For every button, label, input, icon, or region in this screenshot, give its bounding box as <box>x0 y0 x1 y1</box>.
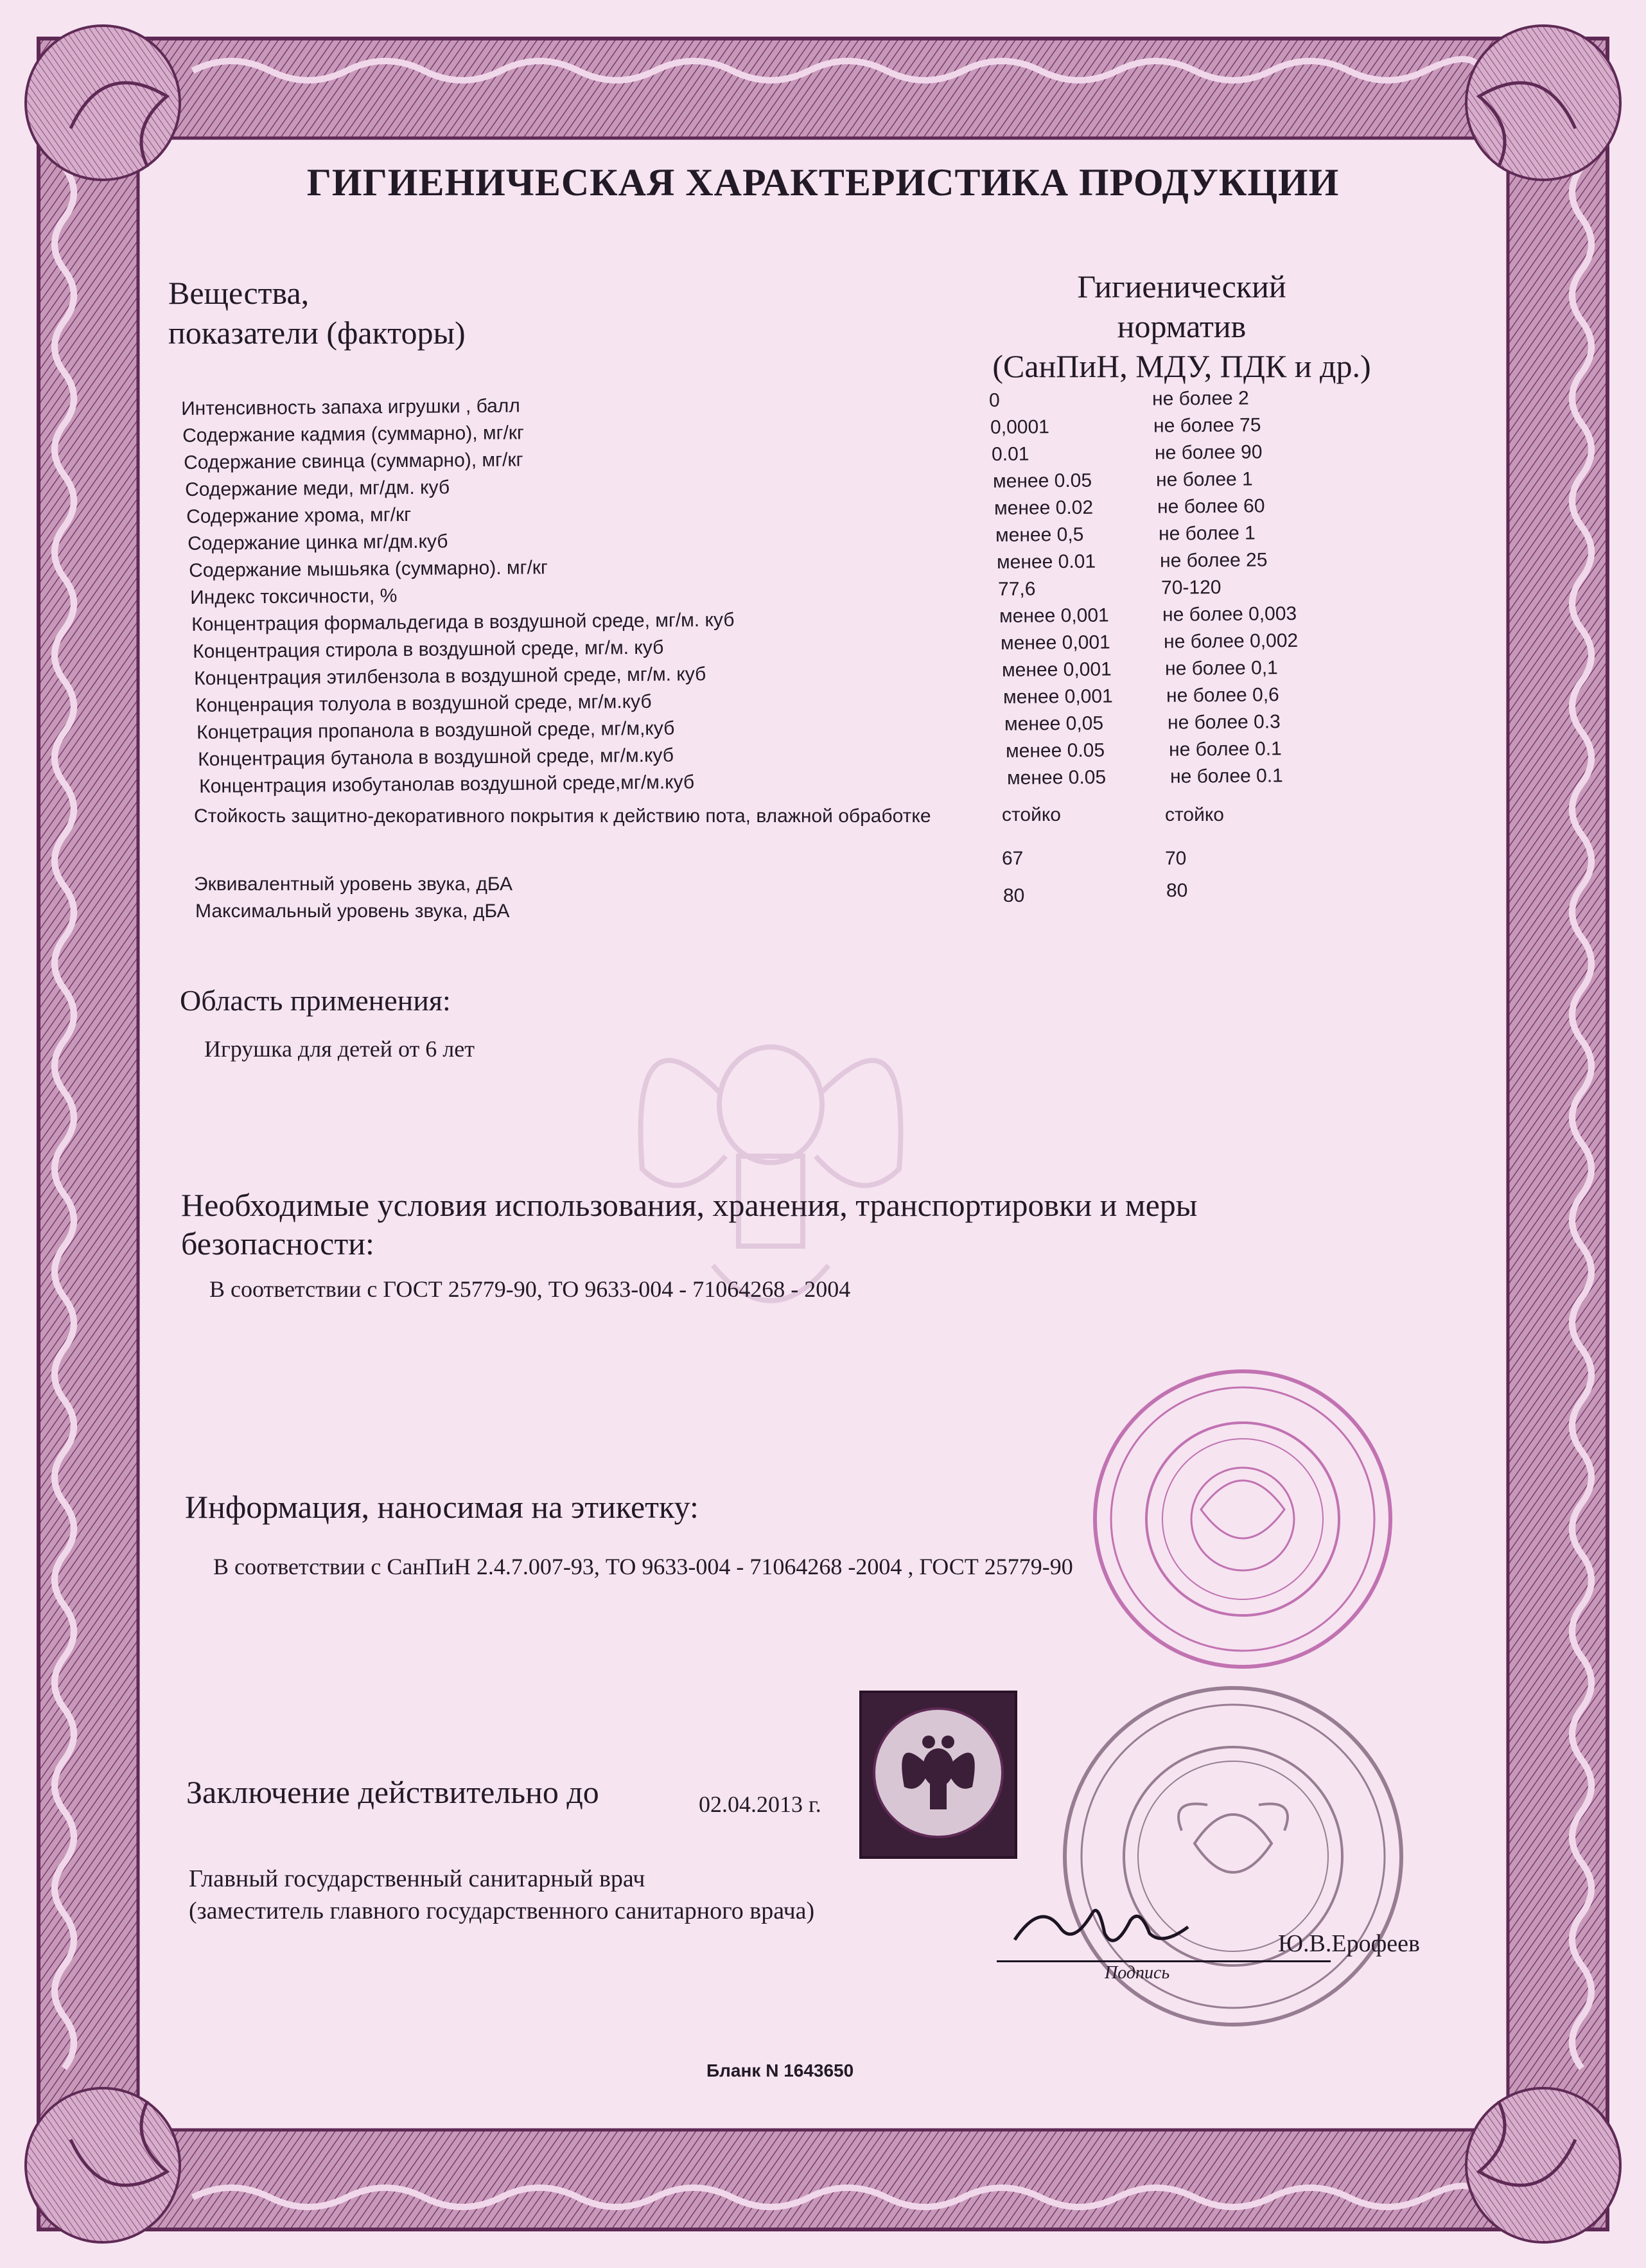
signer-name: Ю.В.Ерофеев <box>1278 1930 1420 1957</box>
signature-line <box>997 1960 1331 1962</box>
blank-number: Бланк N 1643650 <box>706 2061 854 2080</box>
signer-title: Главный государственный санитарный врач (заместитель главного государственного санитарного врача) <box>189 1865 815 1924</box>
conditions-text: В соответствии с ГОСТ 25779-90, ТО 9633-004 - 71064268 - 2004 <box>209 1276 851 1302</box>
application-text: Игрушка для детей от 6 лет <box>204 1036 475 1062</box>
application-label: Область применения: <box>180 984 451 1017</box>
substances-column-header: Вещества, показатели (факторы) <box>168 275 466 351</box>
valid-until-date: 02.04.2013 г. <box>699 1791 821 1817</box>
conditions-label: Необходимые условия использования, хранения, транспортировки и меры безопасности: <box>181 1187 1198 1261</box>
signature <box>1002 1888 1195 1965</box>
signature-caption: Подпись <box>1105 1963 1170 1983</box>
document-title: ГИГИЕНИЧЕСКАЯ ХАРАКТЕРИСТИКА ПРОДУКЦИИ <box>306 161 1340 204</box>
company-stamp <box>1085 1362 1400 1676</box>
certificate-page: ГИГИЕНИЧЕСКАЯ ХАРАКТЕРИСТИКА ПРОДУКЦИИ Вещества, показатели (факторы) Гигиенический норматив (СанПиН, МДУ, ПДК и др.) Интенсивность запаха игрушки , балл 0 не более 2 Содержание кадмия (суммарно), мг/кг 0,0001 не более 75 Содержание свинца (суммарно), мг/кг 0.01 не более 90 Содержание меди, мг/дм. куб менее 0.05 не более 1 Содержание хрома, мг/кг менее 0.02 не более 60 Содержание цинка мг/дм.куб менее 0,5 не более 1 Содержание мышьяка (суммарно). мг/кг менее 0.01 не более 25 Индекс токсичности, % 77,6 70-120 Концентрация формальдегида в воздушной среде, мг/м. куб менее 0,001 не более 0,003 Концентрация стирола в воздушной среде, мг/м. куб менее 0,001 не более 0,002 Концентрация этилбензола в воздушной среде, мг/м. куб менее 0,001 не более 0,1 Конценрация толуола в воздушной среде, мг/м.куб менее 0,001 не более 0,6 Концетрация пропанола в воздушной среде, мг/м,куб менее 0,05 не более 0.3 Концентрация бутанола в воздушной среде, мг/м.куб менее 0.05 не более 0.1 Концентрация изобутанолав воздушной среде,мг/м.куб менее 0.05 не более 0.1 Стойкость защитно-декоративного покрытия к действию пота, влажной обработке стойко стойко Эквивалентный уровень звука, дБА 67 70 Максимальный уровень звука, дБА 80 80 Область применения: Игрушка для детей от 6 лет Необходимые условия использования, хранения, транспортировки и меры безопасности: В соответствии с ГОСТ 25779-90, ТО 9633-004 - 71064268 - 2004 Информация, наносимая на этикетку: В соответствии с СанПиН 2.4.7.007-93, ТО 9633-004 - 71064268 -2004 , ГОСТ 25779-90 Заключение действительно до 02.04.2013 г. Главный государственный санитарный врач (заместитель главного государственного санитарного врача) Подпись Ю.В.Ерофеев Бланк N 1643650 <box>0 0 1646 2268</box>
norm-column-header: Гигиенический норматив (СанПиН, МДУ, ПДК и др.) <box>992 268 1371 384</box>
valid-until-label: Заключение действительно до <box>186 1774 599 1810</box>
label-info-text: В соответствии с СанПиН 2.4.7.007-93, ТО 9633-004 - 71064268 -2004 , ГОСТ 25779-90 <box>213 1554 1073 1579</box>
label-info-label: Информация, наносимая на этикетку: <box>185 1489 699 1525</box>
state-emblem-hologram <box>859 1691 1017 1859</box>
